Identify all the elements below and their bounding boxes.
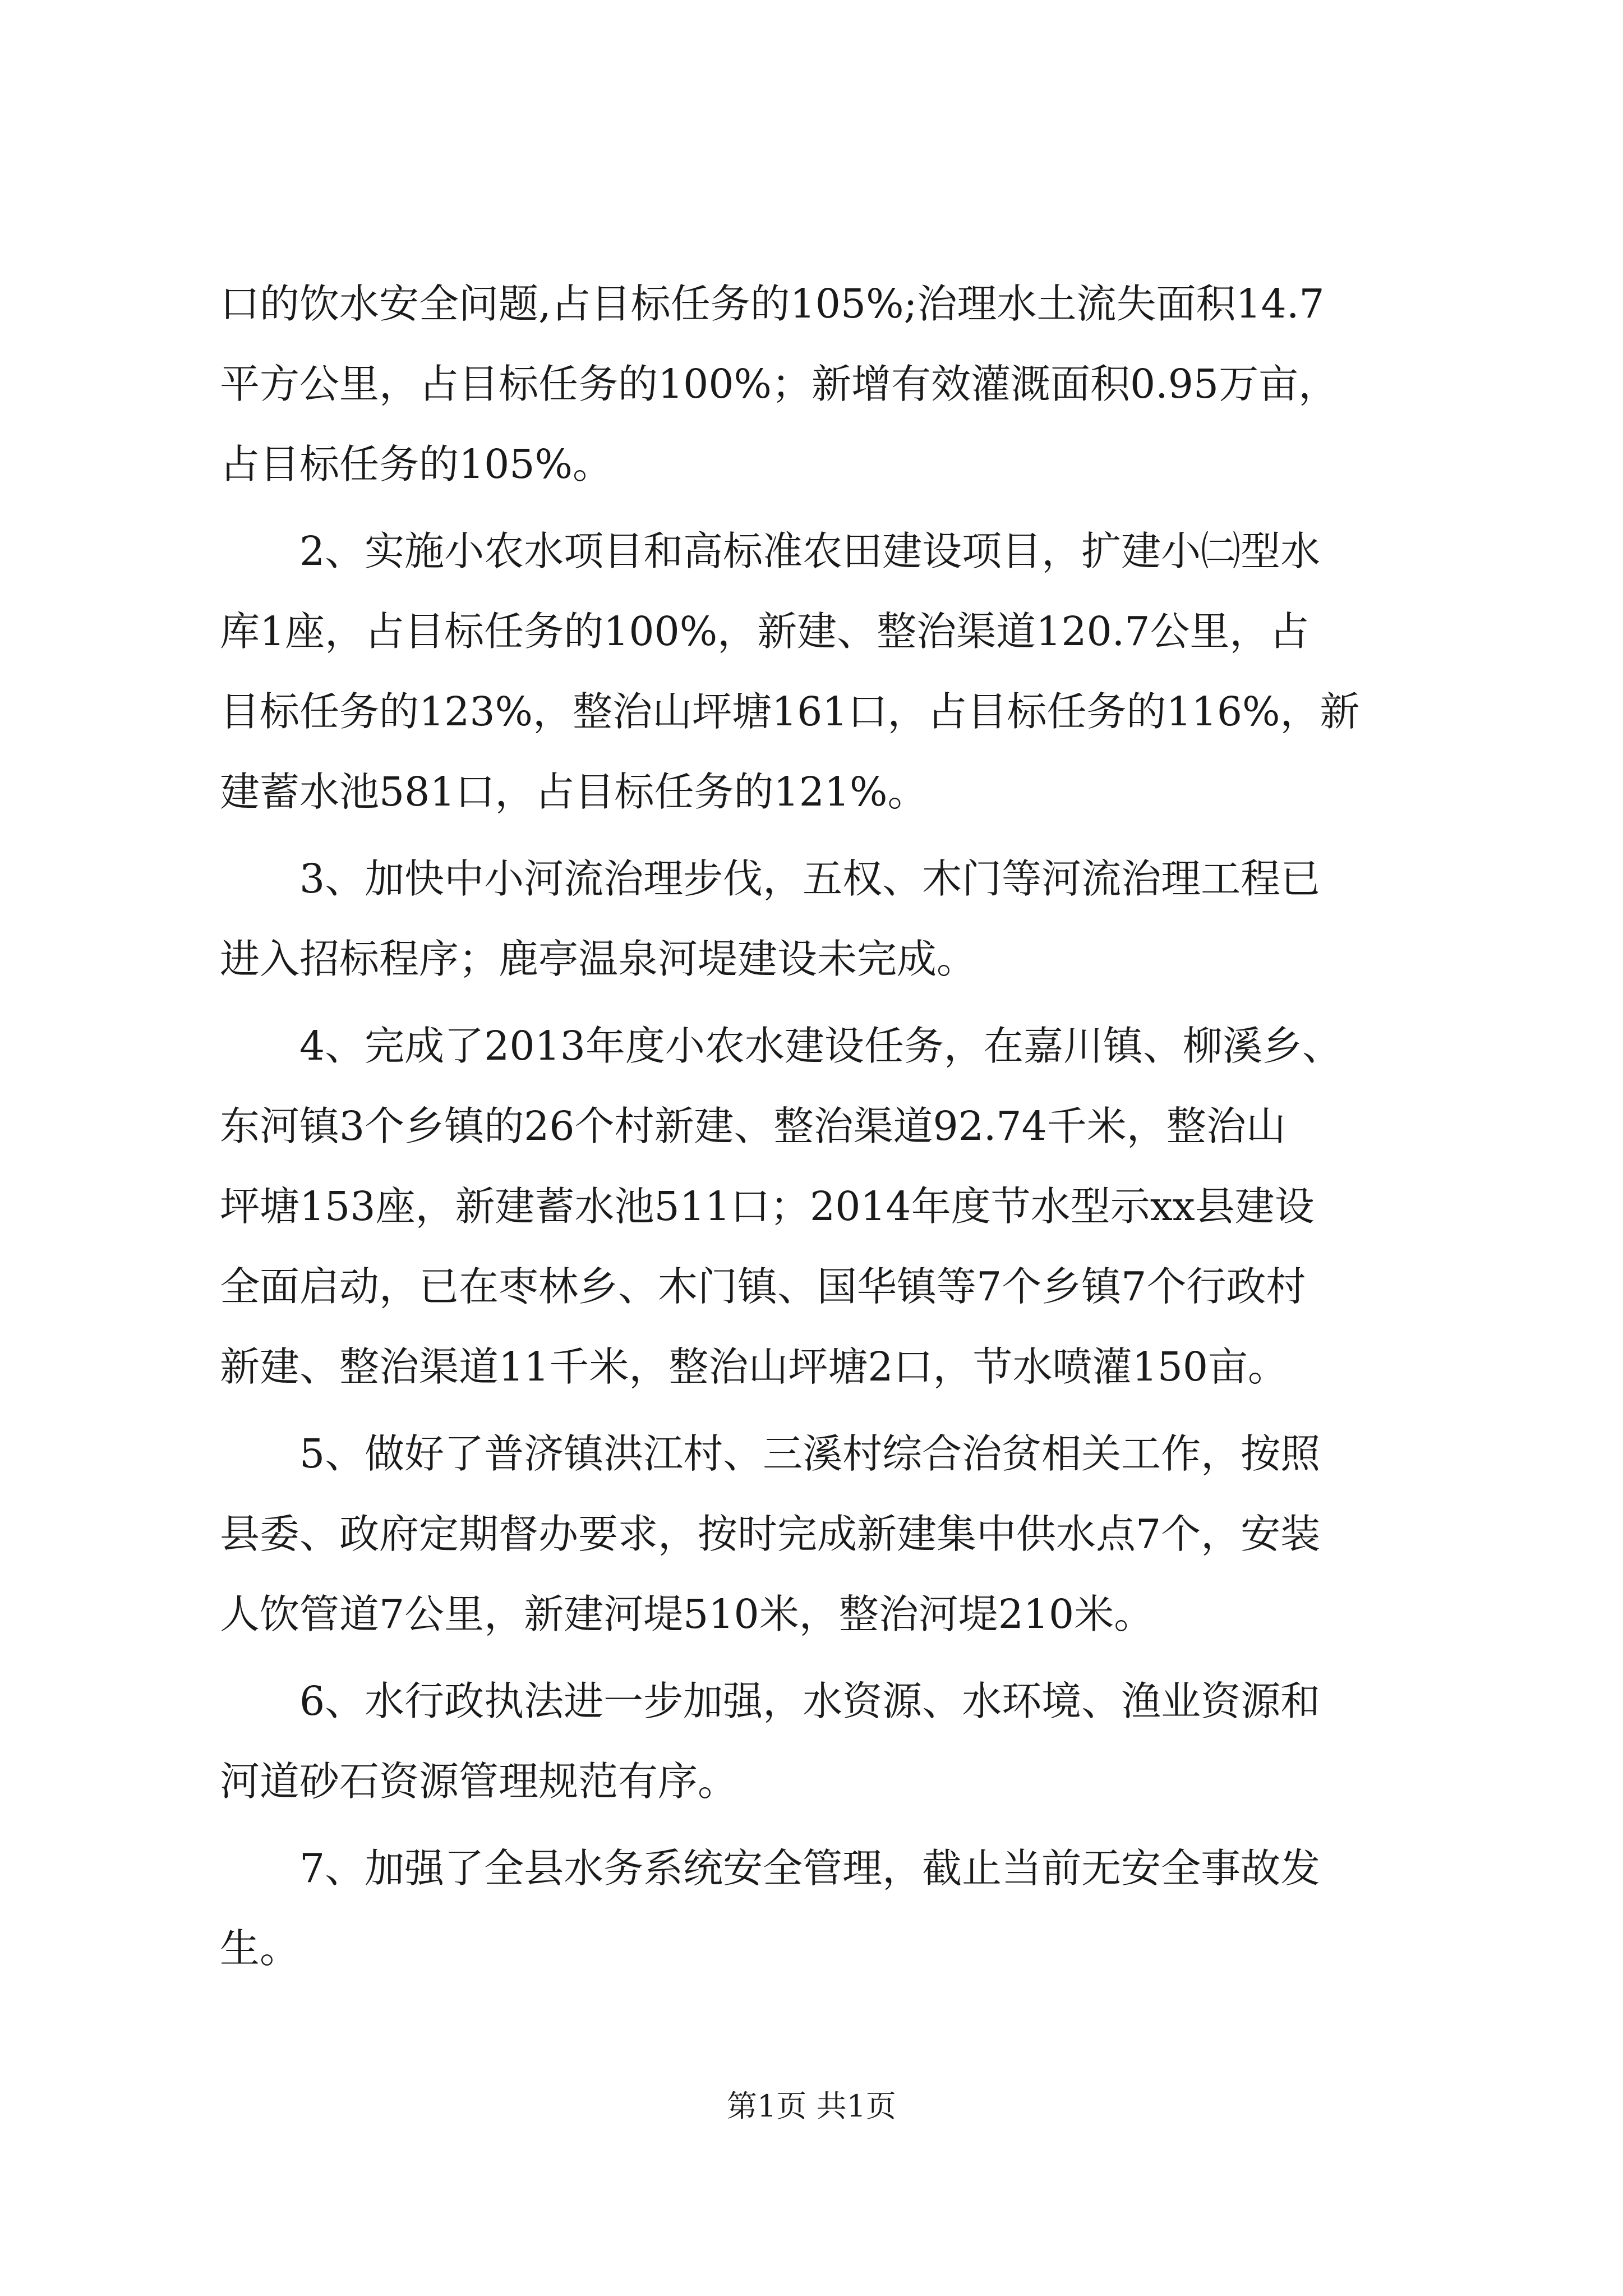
text-line: 东河镇3个乡镇的26个村新建、整治渠道92.74千米，整治山 xyxy=(220,1103,1286,1149)
text-line: 6、水行政执法进一步加强，水资源、水环境、渔业资源和 xyxy=(220,1678,1321,1724)
text-line: 占目标任务的105%。 xyxy=(220,441,612,487)
text-line: 坪塘153座，新建蓄水池511口；2014年度节水型示xx县建设 xyxy=(220,1183,1315,1230)
document-body xyxy=(220,264,1442,1989)
text-line: 人饮管道7公里，新建河堤510米，整治河堤210米。 xyxy=(220,1591,1154,1637)
paragraph-2 xyxy=(220,511,1442,832)
text-line: 4、完成了2013年度小农水建设任务，在嘉川镇、柳溪乡、 xyxy=(220,1023,1342,1069)
text-line: 口的饮水安全问题,占目标任务的105%;治理水土流失面积14.7 xyxy=(220,280,1325,327)
text-line: 全面启动，已在枣林乡、木门镇、国华镇等7个乡镇7个行政村 xyxy=(220,1263,1306,1310)
text-line: 5、做好了普济镇洪江村、三溪村综合治贫相关工作，按照 xyxy=(220,1430,1321,1477)
paragraph-7 xyxy=(220,1828,1442,1989)
text-line: 河道砂石资源管理规范有序。 xyxy=(220,1758,738,1805)
text-line: 3、加快中小河流治理步伐，五权、木门等河流治理工程已 xyxy=(220,855,1321,902)
paragraph-5 xyxy=(220,1414,1442,1654)
text-line: 县委、政府定期督办要求，按时完成新建集中供水点7个，安装 xyxy=(220,1511,1321,1557)
text-line: 建蓄水池581口，占目标任务的121%。 xyxy=(220,769,928,815)
text-line: 库1座，占目标任务的100%，新建、整治渠道120.7公里，占 xyxy=(220,608,1310,655)
paragraph-1 xyxy=(220,264,1442,504)
text-line: 2、实施小农水项目和高标准农田建设项目，扩建小㈡型水 xyxy=(220,528,1321,574)
text-line: 7、加强了全县水务系统安全管理，截止当前无安全事故发 xyxy=(220,1845,1321,1892)
text-line: 进入招标程序；鹿亭温泉河堤建设未完成。 xyxy=(220,936,977,982)
text-line: 新建、整治渠道11千米，整治山坪塘2口，节水喷灌150亩。 xyxy=(220,1343,1288,1390)
text-line: 平方公里，占目标任务的100%；新增有效灌溉面积0.95万亩， xyxy=(220,361,1339,407)
text-line: 生。 xyxy=(220,1925,300,1972)
paragraph-6 xyxy=(220,1661,1442,1821)
paragraph-3 xyxy=(220,839,1442,999)
paragraph-4 xyxy=(220,1006,1442,1407)
text-line: 目标任务的123%，整治山坪塘161口，占目标任务的116%，新 xyxy=(220,688,1360,735)
page-footer: 第1页 共1页 xyxy=(727,2088,896,2124)
